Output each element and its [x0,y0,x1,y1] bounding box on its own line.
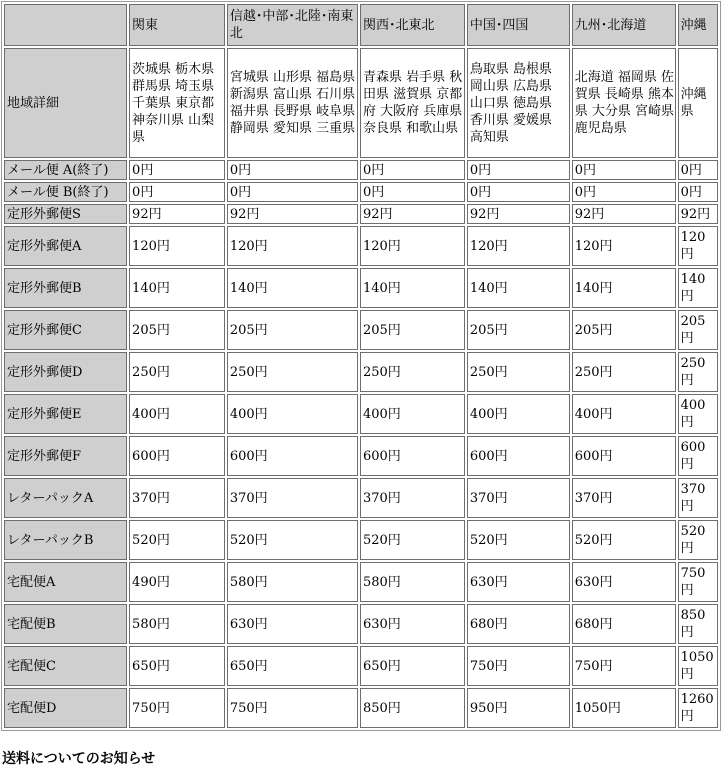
rate-cell: 600円 [467,436,570,476]
rate-cell: 400円 [360,394,465,434]
region-prefectures: 沖縄県 [678,48,718,158]
rate-cell: 370円 [467,478,570,518]
rate-cell: 92円 [678,204,718,224]
row-label: 定形外郵便C [4,310,127,350]
rate-row [4,688,718,728]
rate-cell: 120円 [227,226,358,266]
rate-cell: 630円 [572,562,676,602]
region-prefectures: 鳥取県 島根県 岡山県 広島県 山口県 徳島県 香川県 愛媛県 高知県 [467,48,570,158]
rate-cell: 0円 [678,160,718,180]
rate-cell: 370円 [678,478,718,518]
rate-cell: 140円 [572,268,676,308]
region-header: 中国･四国 [467,4,570,46]
rate-row [4,394,718,434]
rate-cell: 650円 [360,646,465,686]
rate-cell: 0円 [572,182,676,202]
rate-cell: 400円 [467,394,570,434]
region-header: 関西･北東北 [360,4,465,46]
rate-row [4,226,718,266]
rate-cell: 205円 [360,310,465,350]
corner-cell [4,4,127,46]
row-label: 定形外郵便F [4,436,127,476]
rate-cell: 250円 [227,352,358,392]
rate-cell: 0円 [467,160,570,180]
rate-cell: 850円 [360,688,465,728]
row-label: レターパックB [4,520,127,560]
rate-cell: 580円 [360,562,465,602]
rate-cell: 205円 [227,310,358,350]
region-detail-row [4,48,718,158]
rate-cell: 250円 [572,352,676,392]
rate-cell: 140円 [467,268,570,308]
rate-cell: 400円 [572,394,676,434]
rate-cell: 750円 [467,646,570,686]
rate-cell: 520円 [467,520,570,560]
rate-cell: 0円 [129,182,225,202]
region-header: 九州･北海道 [572,4,676,46]
rate-row [4,562,718,602]
rate-cell: 205円 [678,310,718,350]
rate-cell: 0円 [360,182,465,202]
region-prefectures: 茨城県 栃木県 群馬県 埼玉県 千葉県 東京都 神奈川県 山梨県 [129,48,225,158]
rate-cell: 650円 [129,646,225,686]
rate-cell: 400円 [227,394,358,434]
rate-cell: 0円 [227,182,358,202]
rate-cell: 520円 [678,520,718,560]
shipping-rate-table [1,1,721,731]
rate-cell: 0円 [572,160,676,180]
rate-cell: 0円 [678,182,718,202]
rate-cell: 120円 [360,226,465,266]
region-prefectures: 宮城県 山形県 福島県 新潟県 富山県 石川県 福井県 長野県 岐阜県 静岡県 愛知県 三重県 [227,48,358,158]
rate-cell: 370円 [227,478,358,518]
row-label: 宅配便B [4,604,127,644]
rate-cell: 250円 [360,352,465,392]
row-label: 宅配便A [4,562,127,602]
rate-row [4,204,718,224]
rate-cell: 750円 [227,688,358,728]
rate-cell: 1050円 [572,688,676,728]
rate-cell: 520円 [572,520,676,560]
row-label: メール便 B(終了) [4,182,127,202]
rate-cell: 205円 [467,310,570,350]
rate-cell: 140円 [360,268,465,308]
rate-row [4,268,718,308]
rate-cell: 750円 [572,646,676,686]
rate-row [4,520,718,560]
rate-cell: 0円 [360,160,465,180]
rate-cell: 120円 [678,226,718,266]
row-label: レターパックA [4,478,127,518]
rate-cell: 370円 [360,478,465,518]
rate-cell: 950円 [467,688,570,728]
row-label: 定形外郵便D [4,352,127,392]
region-prefectures: 青森県 岩手県 秋田県 滋賀県 京都府 大阪府 兵庫県 奈良県 和歌山県 [360,48,465,158]
rate-cell: 650円 [227,646,358,686]
rate-cell: 600円 [572,436,676,476]
rate-cell: 92円 [227,204,358,224]
rate-cell: 370円 [129,478,225,518]
rate-row [4,478,718,518]
rate-row [4,436,718,476]
rate-cell: 490円 [129,562,225,602]
row-label: 地域詳細 [4,48,127,158]
rate-cell: 0円 [227,160,358,180]
header-row [4,4,718,46]
rate-cell: 205円 [572,310,676,350]
rate-cell: 600円 [227,436,358,476]
rate-cell: 205円 [129,310,225,350]
rate-cell: 600円 [129,436,225,476]
rate-cell: 120円 [572,226,676,266]
rate-cell: 630円 [360,604,465,644]
row-label: メール便 A(終了) [4,160,127,180]
rate-cell: 250円 [467,352,570,392]
rate-cell: 0円 [129,160,225,180]
rate-row [4,646,718,686]
region-header: 沖縄 [678,4,718,46]
rate-cell: 0円 [467,182,570,202]
rate-cell: 1050円 [678,646,718,686]
rate-cell: 850円 [678,604,718,644]
rate-cell: 580円 [129,604,225,644]
rate-cell: 520円 [227,520,358,560]
rate-cell: 92円 [572,204,676,224]
rate-cell: 520円 [360,520,465,560]
row-label: 定形外郵便B [4,268,127,308]
rate-cell: 750円 [678,562,718,602]
rate-cell: 140円 [129,268,225,308]
rate-cell: 370円 [572,478,676,518]
rate-cell: 1260円 [678,688,718,728]
rate-cell: 520円 [129,520,225,560]
region-header: 信越･中部･北陸･南東北 [227,4,358,46]
rate-cell: 92円 [360,204,465,224]
rate-cell: 400円 [129,394,225,434]
rate-cell: 400円 [678,394,718,434]
rate-cell: 120円 [129,226,225,266]
rate-row [4,160,718,180]
rate-cell: 92円 [467,204,570,224]
row-label: 定形外郵便S [4,204,127,224]
rate-cell: 630円 [467,562,570,602]
rate-row [4,604,718,644]
rate-cell: 600円 [360,436,465,476]
row-label: 宅配便C [4,646,127,686]
rate-cell: 92円 [129,204,225,224]
rate-row [4,182,718,202]
region-prefectures: 北海道 福岡県 佐賀県 長崎県 熊本県 大分県 宮崎県 鹿児島県 [572,48,676,158]
rate-cell: 680円 [467,604,570,644]
rate-cell: 600円 [678,436,718,476]
row-label: 定形外郵便A [4,226,127,266]
rate-cell: 140円 [678,268,718,308]
row-label: 定形外郵便E [4,394,127,434]
rate-row [4,352,718,392]
shipping-notice-heading: 送料についてのお知らせ [2,751,156,767]
row-label: 宅配便D [4,688,127,728]
rate-cell: 630円 [227,604,358,644]
rate-cell: 580円 [227,562,358,602]
rate-cell: 250円 [678,352,718,392]
rate-cell: 120円 [467,226,570,266]
rate-cell: 140円 [227,268,358,308]
region-header: 関東 [129,4,225,46]
rate-cell: 750円 [129,688,225,728]
rate-row [4,310,718,350]
rate-cell: 680円 [572,604,676,644]
rate-cell: 250円 [129,352,225,392]
